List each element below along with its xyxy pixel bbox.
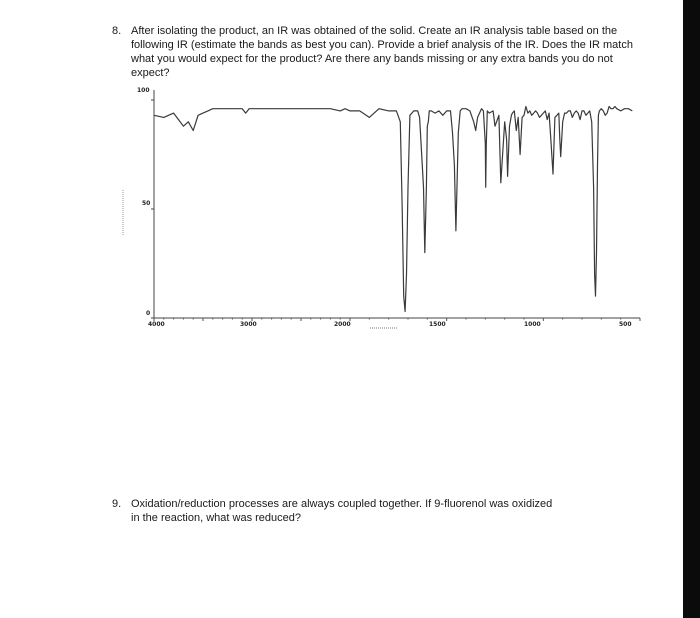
question-9-line-1: Oxidation/reduction processes are always coupled together. If 9-fluorenol was oxidized	[131, 498, 553, 510]
x-tick-label-1000: 1000	[524, 321, 541, 328]
y-tick-label-0: 0	[146, 310, 151, 317]
question-9-line-2: in the reaction, what was reduced?	[131, 512, 301, 524]
y-tick-labels	[137, 87, 150, 317]
x-tick-label-1500: 1500	[429, 321, 446, 328]
ir-spectrum-line	[154, 107, 632, 312]
x-tick-label-2000: 2000	[334, 321, 351, 328]
question-9-text	[131, 497, 636, 525]
question-8-number: 8.	[112, 25, 122, 37]
y-tick-label-50: 50	[142, 200, 151, 207]
x-tick-label-3000: 3000	[240, 321, 257, 328]
x-tick-label-500: 500	[619, 321, 632, 328]
question-9-number: 9.	[112, 498, 122, 510]
x-tick-label-4000: 4000	[148, 321, 165, 328]
x-tick-labels	[148, 321, 632, 328]
spectrum-frame	[154, 90, 640, 328]
y-tick-label-100: 100	[137, 87, 150, 94]
question-8-text: After isolating the product, an IR was obtained of the solid. Create an IR analysis table based on the following IR (estimate the bands as best you can). Provide a brief analysis of the IR. Does the IR match what you would expect for the product? Are there any bands missing or any extra bands you do not expect?	[131, 25, 633, 79]
